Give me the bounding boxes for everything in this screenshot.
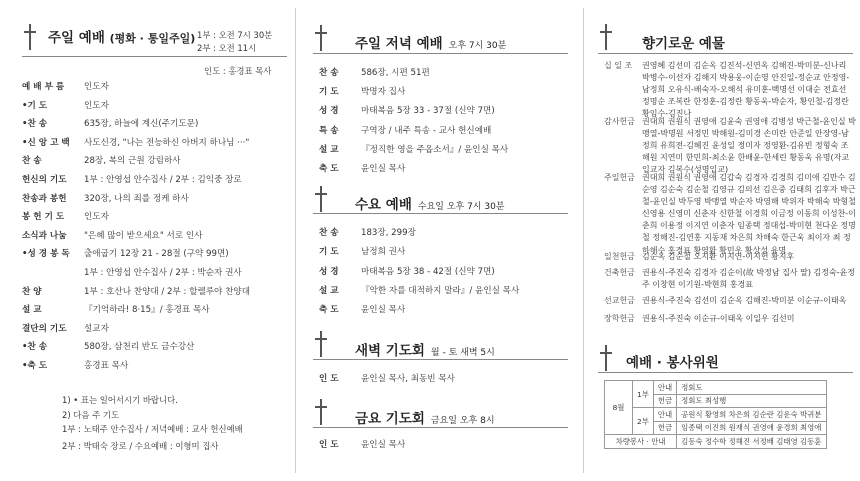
cross-icon	[313, 186, 329, 212]
offering-group	[604, 313, 856, 325]
service-time-1: 1부 : 오전 7시 30분	[197, 30, 273, 40]
service-leader: 인도 : 홍경표 목사	[204, 66, 272, 76]
order-label	[22, 266, 84, 278]
offering-group	[604, 251, 856, 263]
order-value: 인도자	[84, 82, 109, 92]
offering-group	[604, 116, 856, 176]
order-value: 사도신경, "나는 전능하신 아버지 하나님 ···"	[84, 137, 250, 148]
cross-icon	[313, 25, 329, 51]
order-label: 기 도	[319, 247, 339, 258]
order-row	[22, 99, 109, 111]
names-cell: 정회도 최성행	[677, 394, 827, 408]
order-label: 인 도	[319, 440, 339, 450]
order-row	[22, 340, 194, 352]
order-label: •성 경 봉 독	[22, 249, 70, 260]
order-value: 1부 : 안영섭 안수집사 / 2부 : 박순자 권사	[84, 268, 242, 278]
order-value: 설교자	[84, 323, 109, 334]
order-row	[22, 192, 189, 204]
friday-prayer-title: 금요 기도회 금요일 오후 8시	[355, 411, 495, 427]
offering-category: 건축헌금	[604, 268, 635, 277]
order-value: "은혜 많이 받으세요" 서로 인사	[84, 230, 203, 241]
order-label: 설 교	[319, 285, 339, 296]
sunday-service-subtitle: (평화 · 통일주일)	[109, 32, 196, 45]
part-cell: 1부	[633, 381, 654, 408]
role-cell: 안내	[653, 381, 676, 395]
cross-icon	[598, 345, 614, 371]
order-value: 박명자 집사	[361, 87, 406, 98]
order-row	[22, 359, 128, 371]
wednesday-service-title: 수요 예배 수요일 오후 7시 30분	[355, 197, 505, 213]
order-label: 성 경	[319, 266, 339, 277]
section-rule	[313, 53, 568, 54]
offering-group	[604, 267, 856, 291]
order-value: 586장, 시편 51편	[361, 68, 430, 78]
order-value: 남정희 권사	[361, 247, 406, 258]
section-rule	[598, 53, 853, 54]
order-row	[305, 438, 405, 450]
order-value: 마태복음 5장 33 - 37절 (신약 7면)	[361, 106, 495, 117]
section-rule	[22, 56, 287, 57]
section-title	[48, 26, 195, 46]
footer-role-cell: 차량봉사 · 안내	[605, 435, 677, 449]
section-rule	[313, 359, 568, 360]
order-row	[305, 226, 416, 238]
role-cell: 안내	[653, 408, 676, 422]
order-row	[305, 265, 495, 277]
order-label: 성 경	[319, 106, 339, 117]
order-label: •찬 송	[22, 342, 48, 353]
offering-category: 십 일 조	[604, 61, 633, 70]
offering-group	[604, 295, 856, 307]
order-row	[22, 117, 198, 129]
names-cell: 정회도	[677, 381, 827, 395]
order-value: 1부 : 호산나 찬양대 / 2부 : 할렐루야 찬양대	[84, 286, 250, 297]
offering-names: 권대희 권원식 권영애 김윤숙 권영애 김병성 박근철-윤인실 박맹열-박명원 서정민 박해원-김미경 손미란 안준일 안장영-남정희 유희전-김혜진 윤성일 정미자 정영환-김유빈 정형숙 조해원 지연미 한민희-최소윤 한배윤-한세린 황동욱 유명(자교입교자 김복수(성명입교)	[642, 117, 856, 175]
column-divider	[295, 8, 296, 473]
service-committee-title: 예배 · 봉사위원	[626, 355, 719, 371]
order-row	[305, 66, 430, 78]
order-label: •신 앙 고 백	[22, 137, 70, 148]
order-label: 찬송과 봉헌	[22, 193, 67, 204]
order-value: 윤인실 목사, 최동빈 목사	[361, 374, 455, 384]
part-cell: 2부	[633, 408, 654, 435]
order-label: 찬 송	[319, 228, 339, 238]
order-value: 1부 : 안영섭 안수집사 / 2부 : 김익중 장로	[84, 175, 242, 185]
order-label: 예 배 부 름	[22, 82, 65, 92]
order-row	[22, 303, 210, 315]
order-value: 『정직한 영을 주옵소서』/ 윤인실 목사	[361, 144, 509, 155]
order-row	[22, 322, 109, 334]
order-label: 찬 송	[319, 68, 339, 78]
offering-group	[604, 60, 856, 120]
section-rule	[598, 372, 853, 373]
order-label: 축 도	[319, 305, 339, 316]
section-rule	[313, 427, 568, 428]
order-value: 『악한 자를 대적하지 말라』/ 윤인실 목사	[361, 285, 520, 296]
order-value: 인도자	[84, 212, 109, 223]
order-value: 183장, 299장	[361, 228, 416, 238]
order-label: 찬 송	[22, 156, 42, 167]
order-row	[305, 104, 495, 116]
names-cell: 임종택 이진희 원재식 권영애 윤경희 최영애	[677, 421, 827, 435]
cross-icon	[22, 24, 38, 50]
order-label: 헌신의 기도	[22, 175, 67, 185]
order-row	[305, 143, 508, 155]
column-divider	[583, 8, 584, 473]
order-value: 홍경표 목사	[84, 361, 129, 371]
offering-names: 김순옥 김순철 오지환 이지연-이지헌 황지후	[642, 252, 795, 261]
order-label: 소식과 나눔	[22, 230, 67, 241]
order-value: 320장, 나의 죄를 정케 하사	[84, 193, 189, 204]
offering-category: 감사헌금	[604, 117, 635, 126]
order-row	[305, 85, 405, 97]
order-label: 축 도	[319, 164, 339, 174]
order-label: 설 교	[319, 144, 339, 155]
offering-category: 일천헌금	[604, 252, 635, 261]
order-label: 특 송	[319, 125, 339, 136]
order-value: 28장, 복의 근원 강림하사	[84, 156, 181, 167]
order-label: 찬 양	[22, 286, 42, 297]
sunday-service-title: 주일 예배	[48, 30, 105, 46]
role-cell: 헌금	[653, 394, 676, 408]
order-label: 기 도	[319, 87, 339, 98]
offering-category: 주일헌금	[604, 173, 635, 182]
order-label: 인 도	[319, 374, 339, 384]
offering-names: 권용식-주진숙 김선미 김순옥 김해진-박미분 이순규-이태옥	[642, 296, 847, 305]
order-row	[22, 229, 202, 241]
order-row	[22, 266, 242, 278]
order-row	[22, 173, 242, 185]
note-line: 1) • 표는 일어서시기 바랍니다.	[62, 395, 178, 405]
order-value: 『기억하라! 8·15』/ 홍경표 목사	[84, 305, 210, 316]
order-row	[305, 124, 491, 136]
order-row	[305, 372, 455, 384]
order-label: •축 도	[22, 361, 48, 371]
order-label: 봉 헌 기 도	[22, 212, 65, 223]
offering-names: 권용식-주진숙 김경자 김순이(故 박정남 집사 딸) 김정숙-윤정주 이창현 이기원-박현희 홍경표	[642, 268, 856, 290]
order-value: 출애굽기 12장 21 - 28절 (구약 99면)	[84, 249, 229, 260]
order-row	[305, 303, 405, 315]
order-value: 구역장 / 내주 특송 - 교사 헌신예배	[361, 125, 492, 136]
note-line: 2) 다음 주 기도	[62, 410, 120, 420]
order-value: 580장, 삼천리 반도 금수강산	[84, 342, 195, 353]
footer-names-cell: 김동숙 정수학 정해진 서정배 김태영 김동훈	[677, 435, 827, 449]
note-line: 1부 : 노태주 안수집사 / 저녁예배 : 교사 헌신예배	[62, 424, 243, 434]
order-value: 635장, 하늘에 계신(주기도문)	[84, 119, 199, 130]
offering-names: 권용식-주진숙 이순규-이태옥 이일우 김선미	[642, 314, 795, 323]
order-label: 설 교	[22, 305, 42, 316]
evening-service-title: 주일 저녁 예배 오후 7시 30분	[355, 36, 507, 52]
order-label: •기 도	[22, 100, 48, 111]
order-row	[305, 284, 519, 296]
role-cell: 헌금	[653, 421, 676, 435]
service-committee-table	[604, 380, 827, 449]
offerings-title: 향기로운 예물	[642, 36, 725, 52]
names-cell: 공원식 황영희 차은희 김순란 김운숙 박귀분	[677, 408, 827, 422]
offering-category: 선교헌금	[604, 296, 635, 305]
offering-category: 장학헌금	[604, 314, 635, 323]
section-rule	[313, 213, 568, 214]
order-value: 윤인실 목사	[361, 440, 406, 450]
order-row	[22, 80, 109, 92]
order-label: •찬 송	[22, 119, 48, 130]
order-value: 마태복음 5장 38 - 42절 (신약 7면)	[361, 266, 495, 277]
order-row	[22, 247, 229, 259]
month-cell: 8월	[605, 381, 633, 435]
cross-icon	[313, 399, 329, 425]
note-line: 2부 : 박태숙 장로 / 수요예배 : 이형미 집사	[62, 441, 219, 451]
dawn-prayer-title: 새벽 기도회 월 - 토 새벽 5시	[355, 343, 495, 359]
offering-names: 권대희 권원식 권영애 김갑숙 김경자 김경희 김미애 김만수 김순영 김순숙 김순철 김영규 김의선 김은중 김태희 김후자 박근철-윤인실 박두영 박맹열 박순자 박영해 박위자 박해숙 박형철 신영용 신영미 신춘자 신한철 이경희 이금정 이동희 이성찬-이춘희 이용정 이지연 이춘자 임종택 정대섭-박미현 천다운 정명철 정해진-김연홍 지동재 차은희 차해숙 한근욱 최이자 최 정 하해수 홍경표 황영환 황민우 황상성 유명	[642, 173, 856, 255]
order-row	[22, 210, 109, 222]
order-row	[22, 285, 250, 297]
offering-names: 권영혜 김선미 김순옥 김진석-신연옥 김해진-박미분-신나리 박병수-이선자 김해지 박용웅-이순영 안진일-정순교 안정영-남정희 오유식-배숙자-오해석 유미훈-백명선 이대순 전효선 정명순 조복란 한정훈-김정란 황동욱-박순자, 황인철-김정란 황임수-김진나	[642, 61, 850, 119]
service-time-2: 2부 : 오전 11시	[197, 43, 257, 53]
order-row	[305, 162, 405, 174]
order-row	[305, 245, 405, 257]
order-value: 인도자	[84, 100, 109, 111]
order-label: 결단의 기도	[22, 323, 67, 334]
offering-group	[604, 172, 856, 257]
order-row	[22, 154, 181, 166]
cross-icon	[598, 24, 614, 50]
cross-icon	[313, 331, 329, 357]
order-row	[22, 136, 249, 148]
order-value: 윤인실 목사	[361, 305, 406, 316]
order-value: 윤인실 목사	[361, 164, 406, 174]
